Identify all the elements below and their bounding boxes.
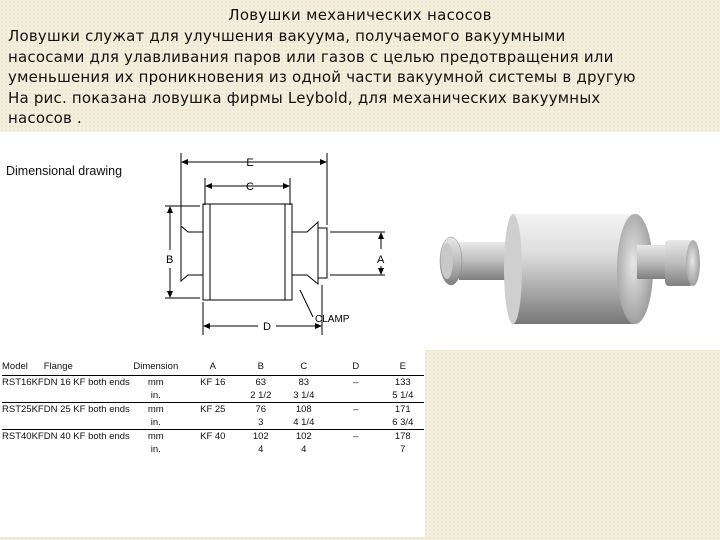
table-row	[2, 430, 424, 444]
table-cell	[44, 443, 130, 456]
table-cell: 2 1/2	[250, 390, 272, 401]
drawing-heading: Dimensional drawing	[6, 164, 123, 178]
header-e: E	[382, 361, 424, 376]
table-cell: 4	[258, 444, 264, 455]
header-c: C	[278, 361, 330, 376]
trap-photo-image	[425, 132, 720, 350]
table-cell: 171	[382, 403, 424, 417]
table-cell	[182, 443, 244, 456]
dimensional-drawing	[150, 150, 400, 340]
table-cell: mm	[130, 403, 182, 417]
table-cell: 7	[400, 444, 406, 455]
table-cell: in.	[150, 390, 161, 401]
slide-title: Ловушки механических насосов	[228, 6, 492, 24]
table-row	[2, 376, 424, 390]
table-cell: –	[353, 377, 359, 388]
table-row	[2, 403, 424, 417]
table-cell: 3 1/4	[293, 390, 315, 401]
table-cell	[330, 389, 382, 403]
table-cell: 178	[382, 430, 424, 444]
table-cell: 4 1/4	[293, 417, 315, 428]
paragraph-line: Ловушки служат для улучшения вакуума, получаемого вакуумными	[8, 27, 566, 45]
table-cell	[2, 443, 44, 456]
header-a: A	[182, 361, 244, 376]
table-cell: KF 16	[200, 377, 226, 388]
table-cell: 3	[258, 417, 264, 428]
table-cell	[330, 416, 382, 430]
label-a: A	[377, 254, 385, 266]
table-cell: 102	[244, 430, 278, 444]
paragraph-line: На рис. показана ловушка фирмы Leybold, для механических вакуумных	[8, 88, 601, 107]
table-cell: 133	[394, 377, 411, 388]
table-row	[2, 443, 424, 456]
header-flange: Flange	[44, 361, 130, 376]
table-row	[2, 416, 424, 430]
table-cell: RST25KF	[2, 404, 44, 415]
table-cell	[2, 389, 44, 403]
table-cell: 108	[278, 403, 330, 417]
table-cell: –	[330, 403, 382, 417]
table-cell: KF 40	[182, 430, 244, 444]
table-cell: KF 25	[182, 403, 244, 417]
table-cell: 83	[298, 377, 310, 388]
table-row	[2, 389, 424, 403]
table-cell: DN 40 KF both ends	[43, 431, 130, 442]
label-c: C	[246, 181, 254, 193]
dimensions-table	[2, 361, 424, 456]
table-cell: –	[330, 430, 382, 444]
description-paragraph	[8, 26, 714, 129]
table-header-row	[2, 361, 424, 376]
table-cell: in.	[150, 444, 161, 455]
table-cell: 6 3/4	[392, 417, 414, 428]
table-cell: RST40KF	[2, 431, 44, 442]
table-cell	[182, 389, 244, 403]
table-cell	[330, 443, 382, 456]
table-cell: RST16KF	[2, 377, 44, 388]
table-cell	[44, 389, 130, 403]
paragraph-line: насосами для улавливания паров или газов с целью предотвращения или	[8, 47, 614, 66]
table-cell: DN 16 KF both ends	[43, 377, 130, 388]
header-d: D	[330, 361, 382, 376]
label-d: D	[263, 321, 271, 333]
header-b: B	[244, 361, 278, 376]
header-model: Model	[2, 361, 44, 376]
paragraph-line: уменьшения их проникновения из одной части вакуумной системы в другую	[8, 68, 636, 86]
table-cell	[2, 416, 44, 430]
header-dimension: Dimension	[130, 361, 182, 376]
table-cell: 4	[301, 444, 307, 455]
table-cell: in.	[150, 417, 161, 428]
table-cell: 102	[278, 430, 330, 444]
label-e: E	[246, 157, 254, 169]
label-b: B	[166, 254, 174, 266]
table-cell: mm	[130, 430, 182, 444]
table-cell: mm	[147, 377, 164, 388]
table-cell: 63	[255, 377, 267, 388]
table-cell	[182, 416, 244, 430]
table-cell: DN 25 KF both ends	[43, 404, 130, 415]
label-clamp: CLAMP	[315, 314, 350, 325]
paragraph-line: насосов .	[8, 109, 83, 127]
table-cell: 5 1/4	[392, 390, 414, 401]
table-cell	[44, 416, 130, 430]
table-cell: 76	[244, 403, 278, 417]
trap-photo	[425, 132, 720, 350]
